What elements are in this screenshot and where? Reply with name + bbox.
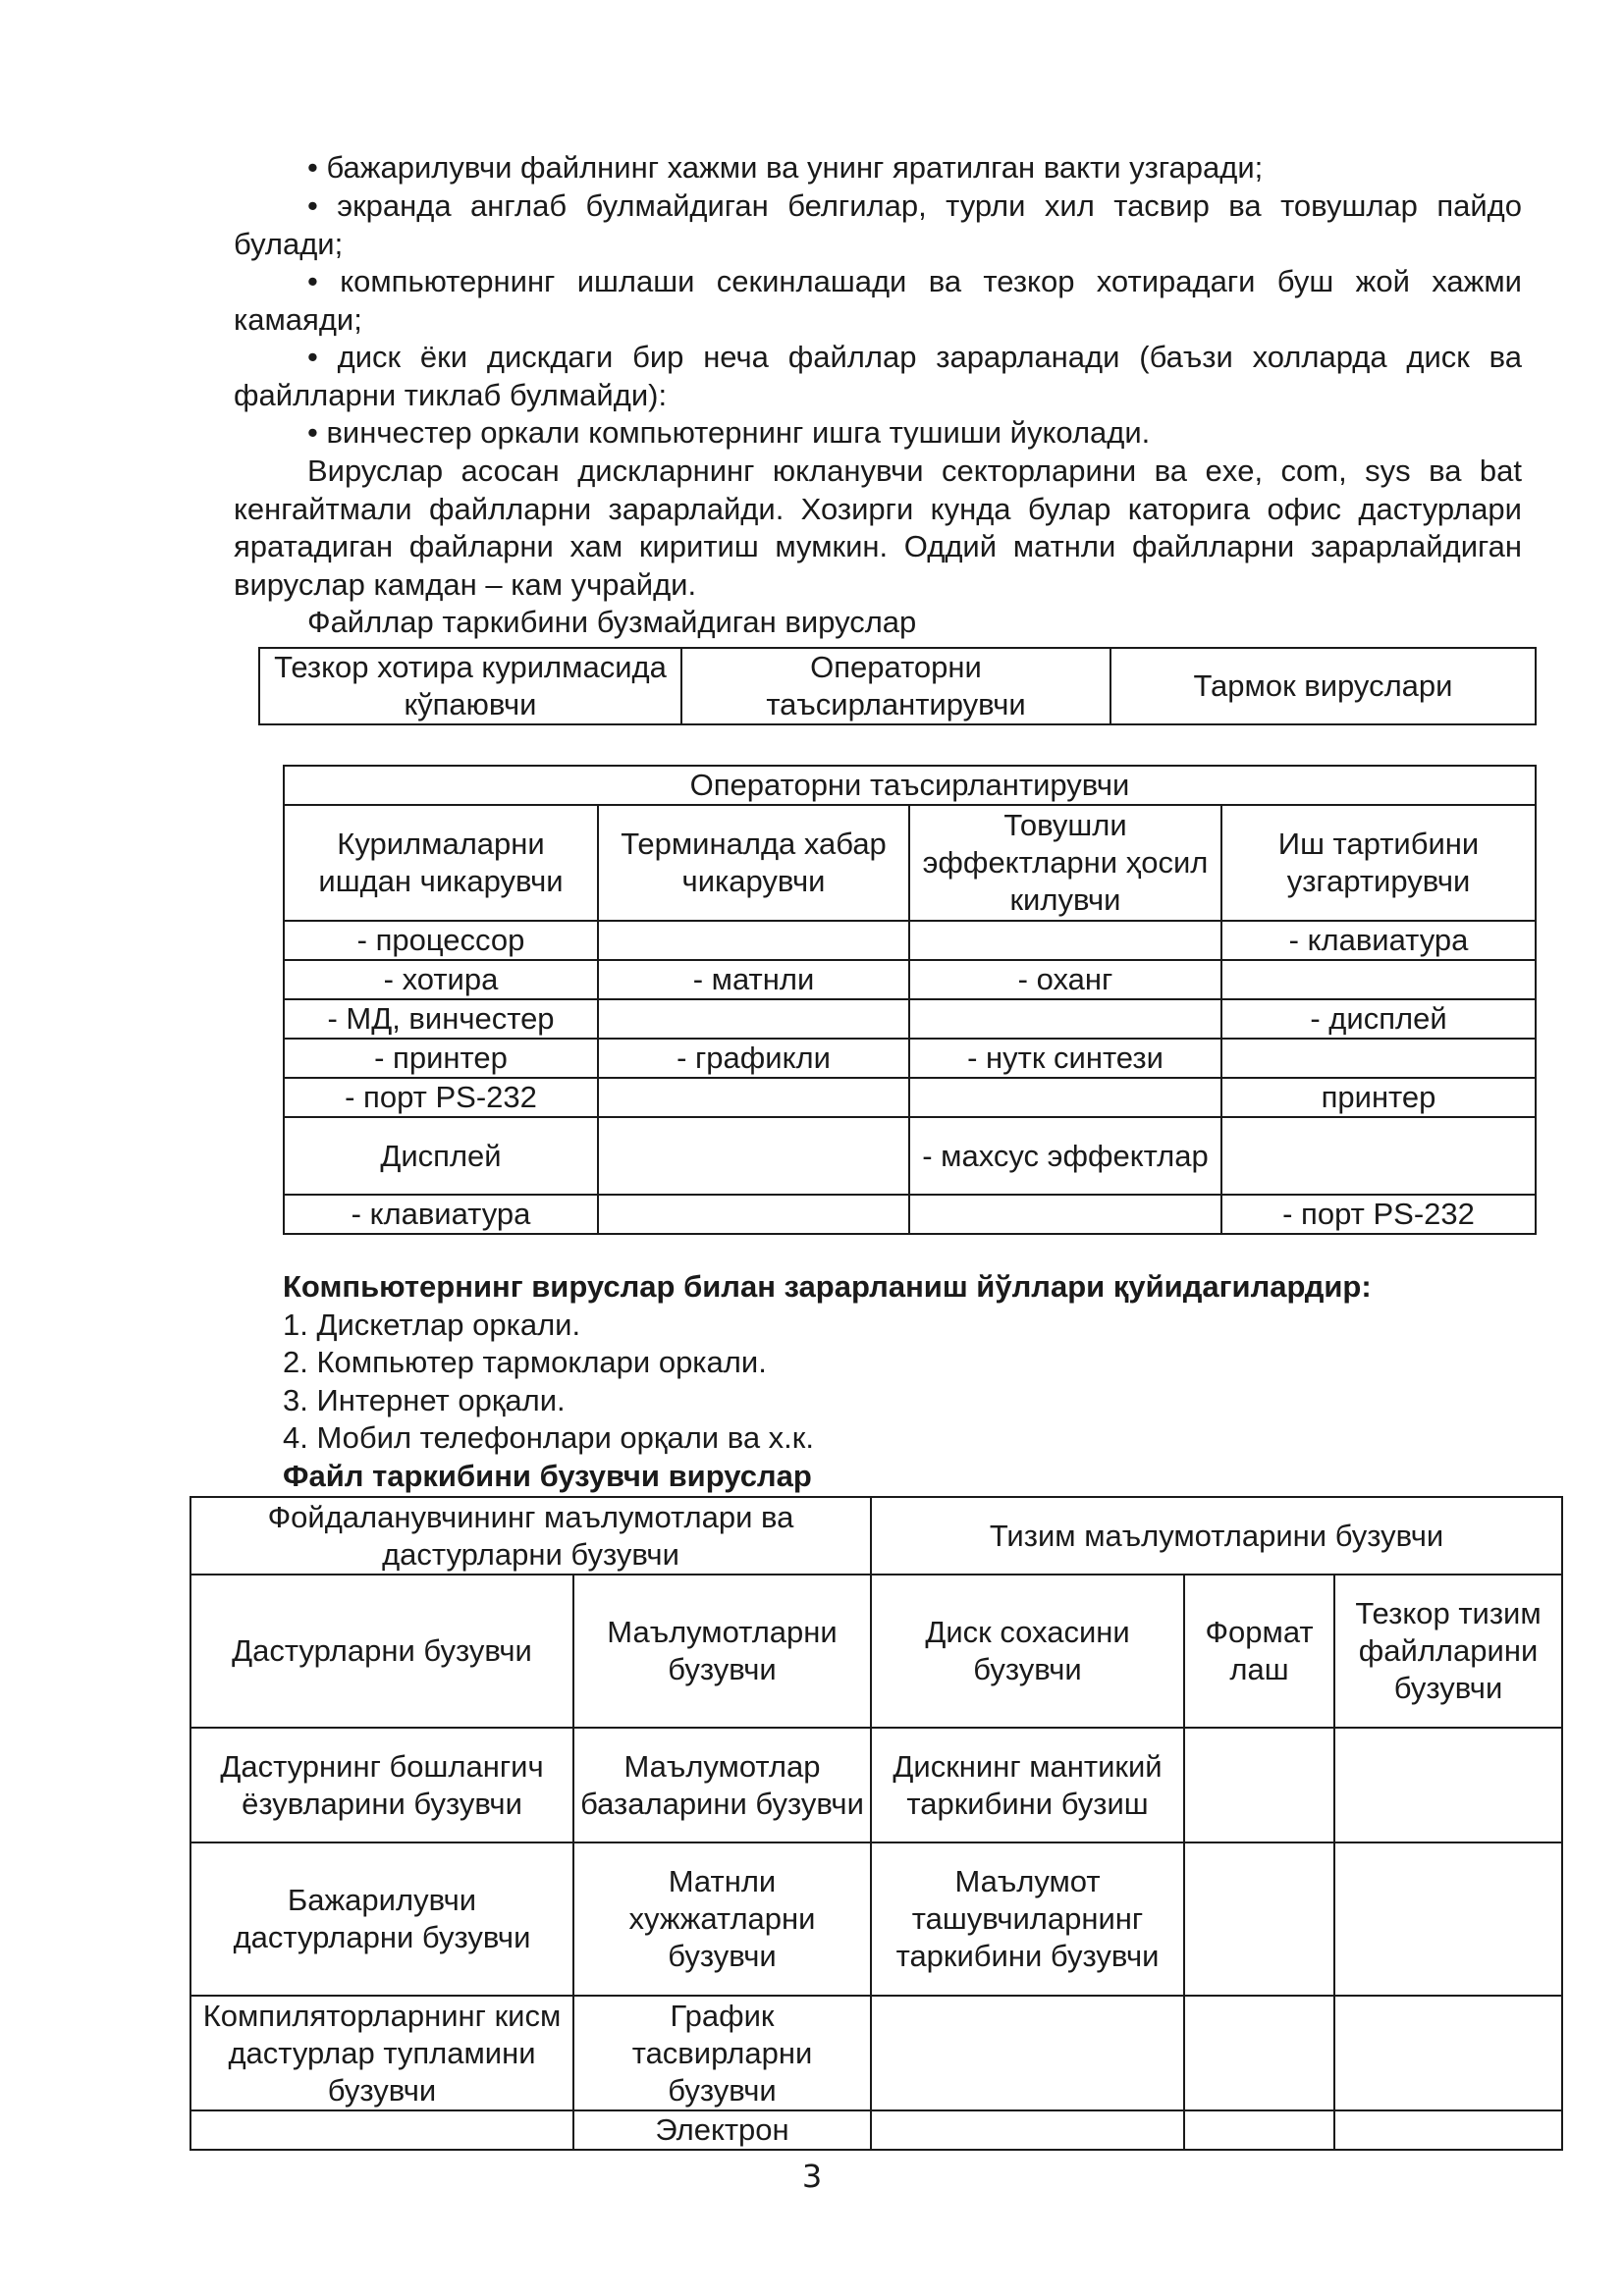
table2-cell bbox=[598, 921, 909, 960]
table2-header: Иш тартибини узгартирувчи bbox=[1221, 805, 1536, 921]
table2-cell bbox=[909, 999, 1221, 1039]
table2-cell bbox=[1221, 1117, 1536, 1195]
table2-cell: - графикли bbox=[598, 1039, 909, 1078]
bullet-1: • бажарилувчи файлнинг хажми ва унинг яратилган вакти узгаради; bbox=[307, 150, 1264, 185]
table2-cell bbox=[598, 999, 909, 1039]
table3-cell: Компиляторларнинг кисм дастурлар тупламини бузувчи bbox=[190, 1996, 573, 2110]
table3-header: Тезкор тизим файлларини бузувчи bbox=[1334, 1575, 1562, 1728]
table3-cell: Маълумот ташувчиларнинг таркибини бузувчи bbox=[871, 1842, 1184, 1996]
table1-caption: Файллар таркибини бузмайдиган вируслар bbox=[307, 605, 917, 639]
table-row bbox=[284, 1195, 1536, 1234]
table2-cell: - клавиатура bbox=[284, 1195, 598, 1234]
table3-header: Дастурларни бузувчи bbox=[190, 1575, 573, 1728]
table2-cell bbox=[1221, 1039, 1536, 1078]
table-row bbox=[190, 1842, 1562, 1996]
infection-heading: Компьютернинг вируслар билан зарарланиш йўллари қуйидагилардир: bbox=[283, 1269, 1372, 1304]
table3-cell: Маълумотлар базаларини бузувчи bbox=[573, 1728, 871, 1842]
infection-item: 3. Интернет орқали. bbox=[283, 1383, 566, 1417]
table3-cell bbox=[871, 1996, 1184, 2110]
table3-cell bbox=[1334, 1842, 1562, 1996]
table3-header: Маълумотларни бузувчи bbox=[573, 1575, 871, 1728]
table3-cell bbox=[1184, 1842, 1334, 1996]
table3-cell: Дискнинг мантикий таркибини бузиш bbox=[871, 1728, 1184, 1842]
table2-cell: - матнли bbox=[598, 960, 909, 999]
table3-group-system: Тизим маълумотларини бузувчи bbox=[871, 1497, 1562, 1575]
table3-group-user: Фойдаланувчининг маълумотлари ва дастурларни бузувчи bbox=[190, 1497, 871, 1575]
table3-cell bbox=[871, 2110, 1184, 2150]
table2-title: Операторни таъсирлантирувчи bbox=[284, 766, 1536, 805]
operator-influence-table bbox=[283, 765, 1537, 1235]
table-row bbox=[284, 1078, 1536, 1117]
table3-cell: График тасвирларни бузувчи bbox=[573, 1996, 871, 2110]
table2-cell: - хотира bbox=[284, 960, 598, 999]
table2-cell bbox=[598, 1117, 909, 1195]
table-row bbox=[190, 1728, 1562, 1842]
table2-cell bbox=[1221, 960, 1536, 999]
table3-cell: Дастурнинг бошлангич ёзувларини бузувчи bbox=[190, 1728, 573, 1842]
non-destructive-viruses-table bbox=[258, 647, 1537, 725]
table2-cell bbox=[909, 921, 1221, 960]
table2-cell: Дисплей bbox=[284, 1117, 598, 1195]
table2-cell bbox=[598, 1078, 909, 1117]
table3-caption: Файл таркибини бузувчи вируслар bbox=[283, 1459, 812, 1493]
table3-cell bbox=[1184, 2110, 1334, 2150]
infection-item: 2. Компьютер тармоклари оркали. bbox=[283, 1345, 767, 1379]
table2-cell: - порт PS-232 bbox=[284, 1078, 598, 1117]
table3-cell bbox=[1184, 1728, 1334, 1842]
table1-cell-network: Тармок вируслари bbox=[1110, 648, 1536, 724]
table3-cell: Электрон bbox=[573, 2110, 871, 2150]
table2-cell bbox=[909, 1195, 1221, 1234]
table3-cell bbox=[190, 2110, 573, 2150]
table3-header: Диск сохасини бузувчи bbox=[871, 1575, 1184, 1728]
destructive-viruses-table bbox=[189, 1496, 1563, 2151]
bullet-4: • диск ёки дискдаги бир неча файллар зарарланади (баъзи холларда диск ва файлларни тиклаб булмайди): bbox=[234, 340, 1522, 412]
table2-cell: - махсус эффектлар bbox=[909, 1117, 1221, 1195]
table2-cell: - оханг bbox=[909, 960, 1221, 999]
table-row bbox=[284, 999, 1536, 1039]
table2-cell: - клавиатура bbox=[1221, 921, 1536, 960]
table-row bbox=[284, 1039, 1536, 1078]
table3-cell: Матнли хужжатларни бузувчи bbox=[573, 1842, 871, 1996]
bullet-3: • компьютернинг ишлаши секинлашади ва тезкор хотирадаги буш жой хажми камаяди; bbox=[234, 264, 1522, 337]
paragraph-viruses: Вируслар асосан дискларнинг юкланувчи секторларини ва exe, com, sys ва bat кенгайтмали файлларни зарарлайди. Хозирги кунда булар каторига офис дастурлари яратадиган файларни хам киритиш мумкин. Оддий матнли файлларни зарарлайдиган вируслар камдан – кам учрайди. bbox=[234, 454, 1522, 602]
table-row bbox=[190, 2110, 1562, 2150]
table3-cell: Бажарилувчи дастурларни бузувчи bbox=[190, 1842, 573, 1996]
table3-cell bbox=[1184, 1996, 1334, 2110]
bullet-5: • винчестер оркали компьютернинг ишга тушиши йуколади. bbox=[307, 415, 1151, 450]
table2-cell: - нутк синтези bbox=[909, 1039, 1221, 1078]
table2-header: Товушли эффектларни ҳосил килувчи bbox=[909, 805, 1221, 921]
table-row bbox=[190, 1996, 1562, 2110]
table2-header: Курилмаларни ишдан чикарувчи bbox=[284, 805, 598, 921]
infection-item: 4. Мобил телефонлари орқали ва х.к. bbox=[283, 1420, 814, 1455]
table-row bbox=[284, 921, 1536, 960]
table3-cell bbox=[1334, 1728, 1562, 1842]
infection-item: 1. Дискетлар оркали. bbox=[283, 1308, 581, 1342]
table2-header: Терминалда хабар чикарувчи bbox=[598, 805, 909, 921]
table3-cell bbox=[1334, 1996, 1562, 2110]
table3-cell bbox=[1334, 2110, 1562, 2150]
table-row bbox=[284, 960, 1536, 999]
bullet-2: • экранда англаб булмайдиган белгилар, турли хил тасвир ва товушлар пайдо булади; bbox=[234, 188, 1522, 261]
table2-cell: - дисплей bbox=[1221, 999, 1536, 1039]
table2-cell: - порт PS-232 bbox=[1221, 1195, 1536, 1234]
table1-cell-ram: Тезкор хотира курилмасида кўпаювчи bbox=[259, 648, 681, 724]
table2-cell: - процессор bbox=[284, 921, 598, 960]
table2-cell: - принтер bbox=[284, 1039, 598, 1078]
table-row bbox=[284, 1117, 1536, 1195]
table2-cell: принтер bbox=[1221, 1078, 1536, 1117]
table2-cell bbox=[909, 1078, 1221, 1117]
table2-cell bbox=[598, 1195, 909, 1234]
page-number: 3 bbox=[801, 2158, 823, 2195]
table2-cell: - МД, винчестер bbox=[284, 999, 598, 1039]
table3-header: Формат лаш bbox=[1184, 1575, 1334, 1728]
table1-cell-operator: Операторни таъсирлантирувчи bbox=[681, 648, 1110, 724]
